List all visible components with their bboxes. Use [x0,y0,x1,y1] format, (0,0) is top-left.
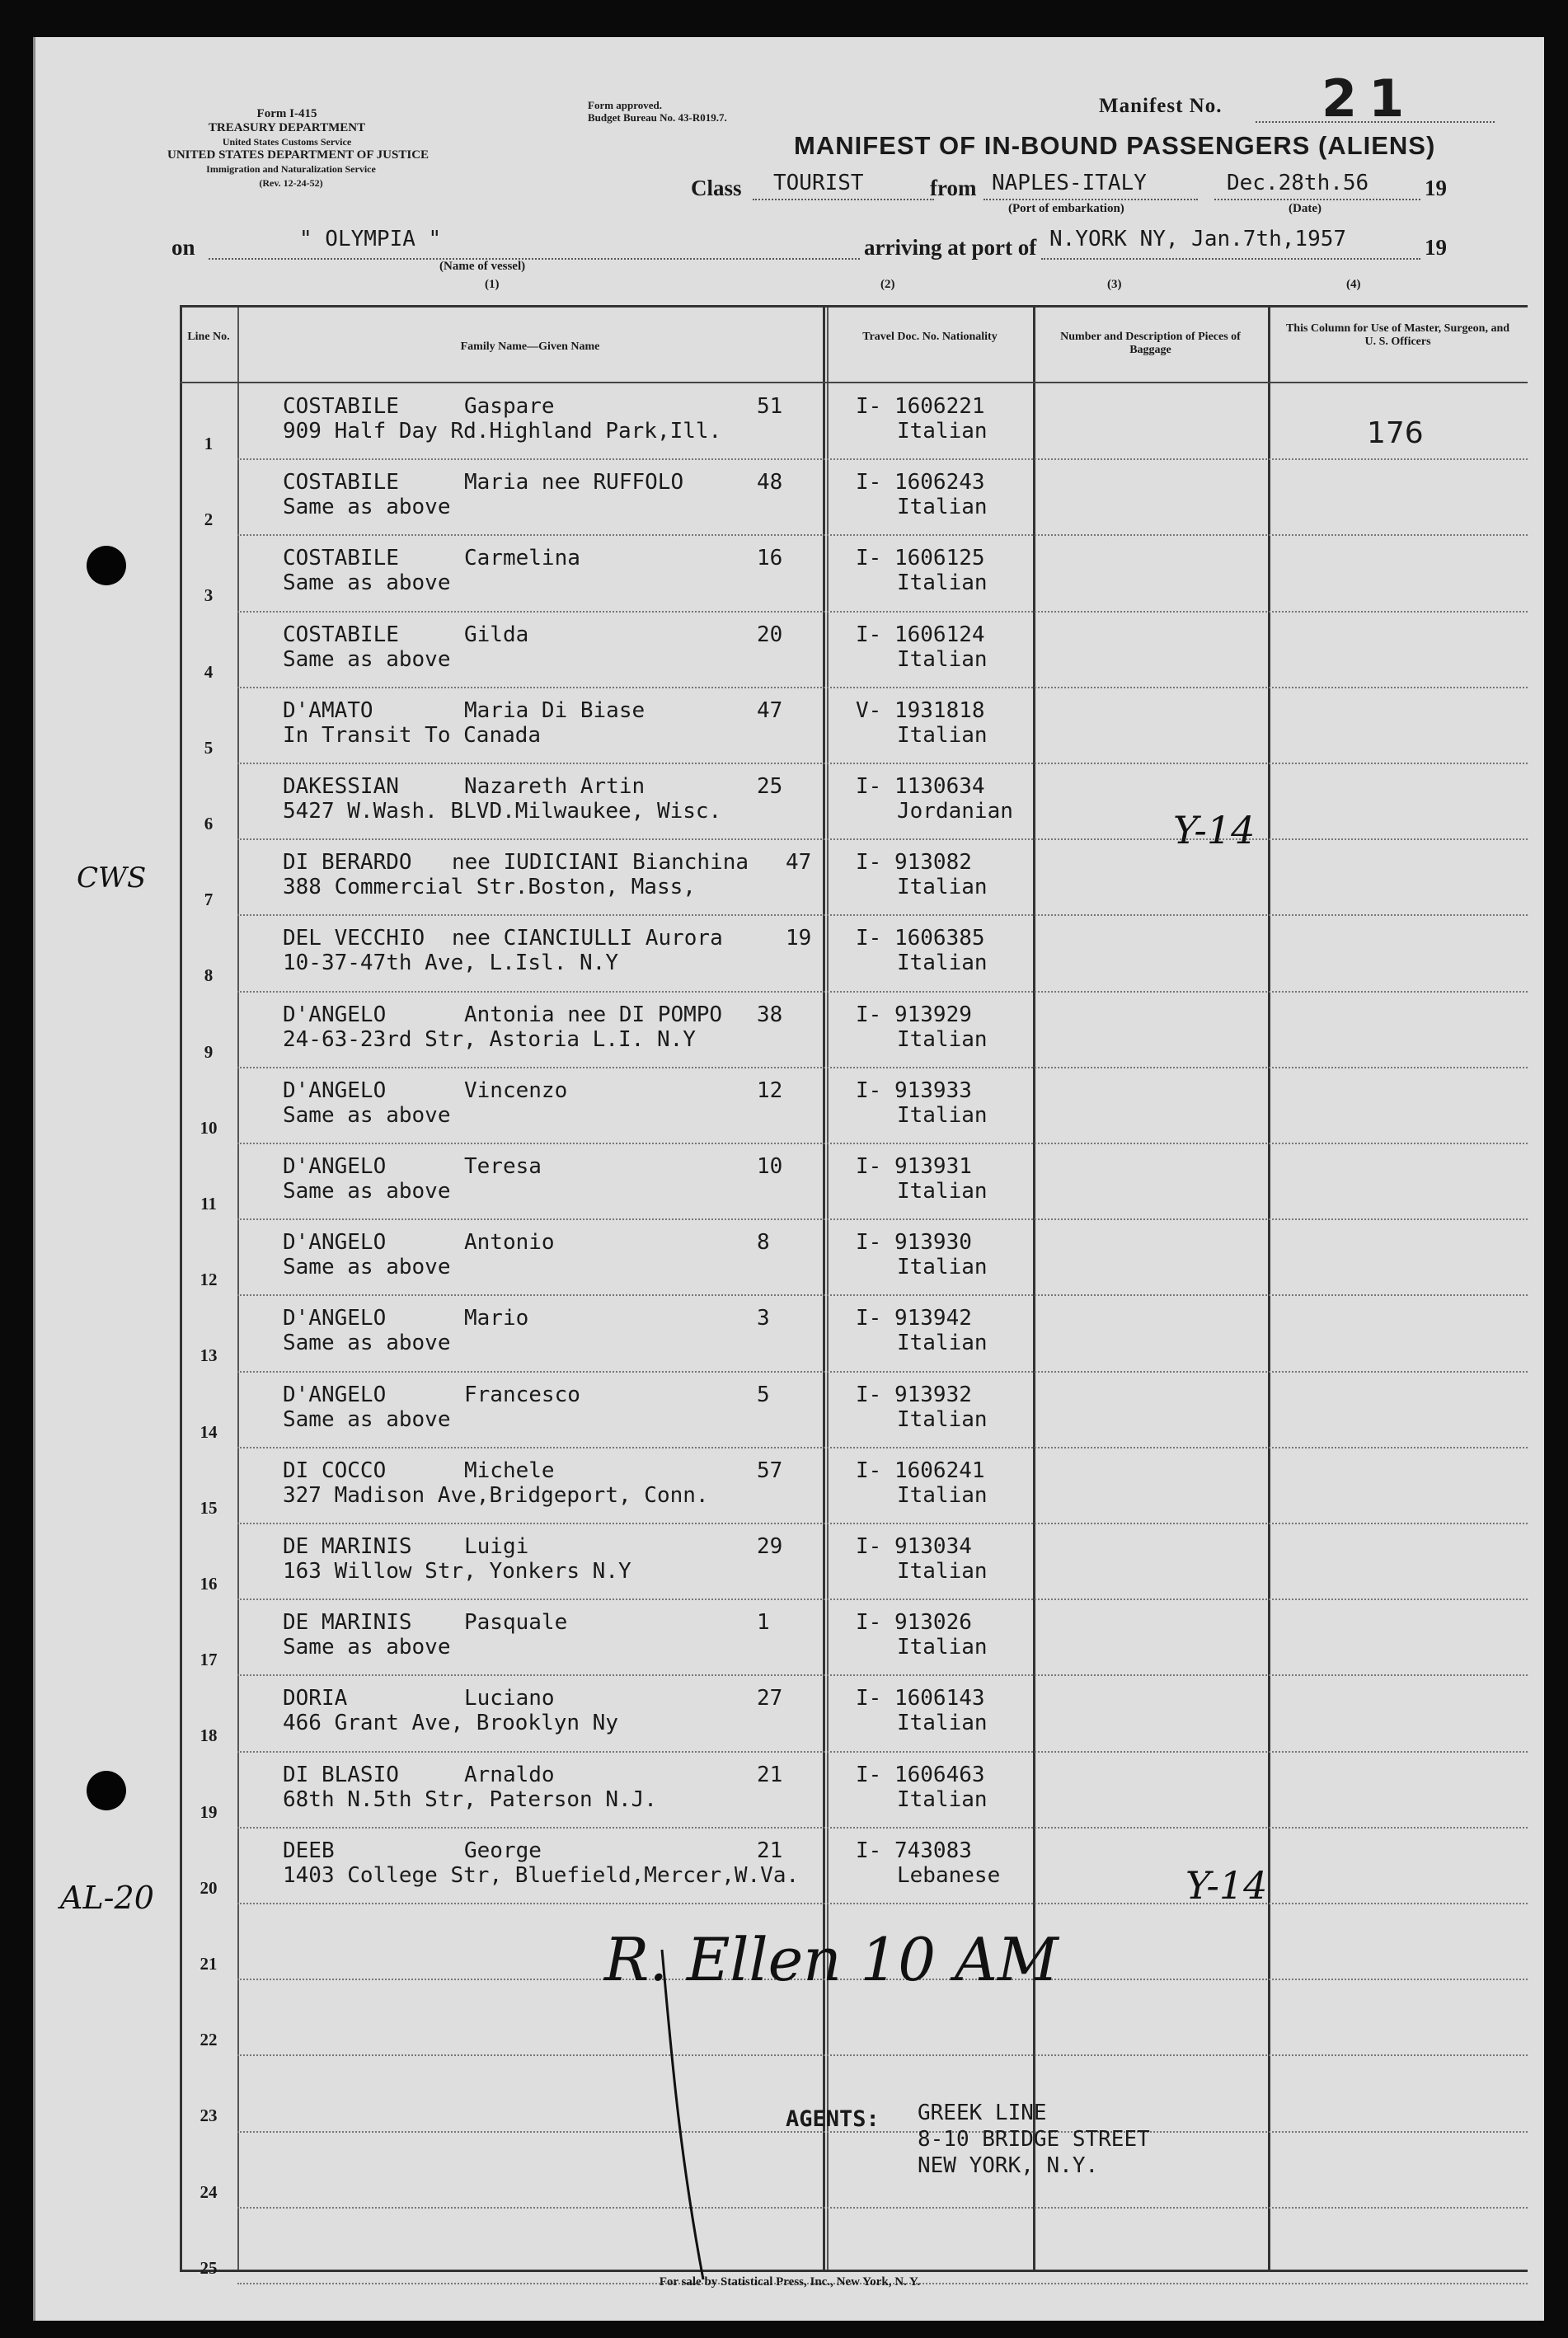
address: 163 Willow Str, Yonkers N.Y [283,1559,631,1584]
class-label: Class [691,176,742,200]
travel-doc-number: V- 1931818 [856,697,985,723]
date-value: Dec.28th.56 [1227,171,1369,195]
age: 20 [757,622,783,647]
address: 327 Madison Ave,Bridgeport, Conn. [283,1482,709,1508]
nationality: Jordanian [897,799,1013,824]
address: In Transit To Canada [283,722,542,748]
given-name: Vincenzo [464,1077,568,1103]
row-divider [237,1523,1528,1524]
line-number: 16 [200,1574,218,1594]
family-name: D'ANGELO [283,1077,387,1103]
family-name: DI BLASIO [283,1762,399,1787]
nationality: Italian [897,1406,988,1432]
travel-doc-number: I- 913931 [856,1154,972,1179]
budget-bureau: Budget Bureau No. 43-R019.7. [588,111,727,124]
travel-doc-number: I- 913942 [856,1306,972,1331]
nationality: Italian [897,1635,988,1660]
vessel-line [209,258,860,260]
family-name: DAKESSIAN [283,774,399,799]
header-baggage: Number and Description of Pieces of Baggage [1060,331,1241,356]
given-name: nee CIANCIULLI Aurora [452,926,723,951]
given-name: nee IUDICIANI Bianchina [452,850,749,876]
vessel-name: " OLYMPIA " [299,227,442,251]
agents-label: AGENTS: [786,2106,880,2132]
travel-doc-number: I- 1606385 [856,926,985,951]
margin-note-cws: CWS [77,861,147,894]
header-name: Family Name—Given Name [460,340,600,353]
from-label: from [930,176,977,200]
family-name: COSTABILE [283,470,399,495]
doj-label: UNITED STATES DEPARTMENT OF JUSTICE [167,148,430,162]
line-number: 6 [204,814,214,833]
nationality: Italian [897,1711,988,1736]
address: Same as above [283,1406,451,1432]
line-number: 19 [200,1801,218,1822]
age: 5 [757,1382,770,1407]
agents-line-1: GREEK LINE [918,2101,1047,2125]
family-name: DE MARINIS [283,1534,412,1559]
age: 29 [757,1534,783,1559]
family-name: D'ANGELO [283,1154,387,1179]
given-name: Gilda [464,622,529,647]
travel-doc-number: I- 1606125 [856,546,985,571]
date-year-prefix: 19 [1425,176,1447,200]
line-number: 12 [200,1270,218,1290]
row-divider [237,1751,1528,1753]
line-number: 1 [204,434,214,453]
punch-hole [87,1771,126,1810]
address: Same as above [283,1179,451,1204]
nationality: Italian [897,1786,988,1812]
family-name: D'ANGELO [283,1002,387,1027]
given-name: Gaspare [464,394,555,419]
family-name: COSTABILE [283,622,399,647]
header-line-no: Line No. [187,331,230,343]
date-line [1214,199,1420,200]
age: 3 [757,1306,770,1331]
age: 10 [757,1154,783,1179]
given-name: Antonia nee DI POMPO [464,1002,723,1027]
form-header-left [159,107,415,149]
family-name: DEL VECCHIO [283,926,425,951]
given-name: Pasquale [464,1610,568,1636]
travel-doc-number: I- 743083 [856,1838,972,1863]
baggage-mark: Y-14 [1173,808,1256,852]
nationality: Lebanese [897,1862,1001,1888]
col-divider [1268,308,1270,2270]
travel-doc-number: I- 1606124 [856,622,985,647]
customs-service: United States Customs Service [222,136,352,148]
line-number: 24 [200,2181,218,2202]
travel-doc-number: I- 913929 [856,1002,972,1027]
family-name: DE MARINIS [283,1610,412,1636]
row-divider [237,1827,1528,1829]
given-name: Maria Di Biase [464,697,646,723]
row-divider [237,534,1528,536]
rev-label: (Rev. 12-24-52) [259,177,323,189]
age: 47 [757,697,783,723]
vessel-caption: (Name of vessel) [439,260,526,273]
address: 24-63-23rd Str, Astoria L.I. N.Y [283,1026,696,1052]
class-line [753,199,934,200]
given-name: Arnaldo [464,1762,555,1787]
line-number: 21 [200,1954,218,1974]
given-name: George [464,1838,542,1863]
manifest-sheet [33,37,1544,2321]
address: Same as above [283,1635,451,1660]
family-name: DEEB [283,1838,335,1863]
form-approved: Form approved. [588,99,663,111]
row-divider [237,1674,1528,1676]
row-divider [237,687,1528,688]
family-name: COSTABILE [283,546,399,571]
given-name: Teresa [464,1154,542,1179]
col-divider [237,308,239,2270]
nationality: Italian [897,1026,988,1052]
manifest-no-line [1256,121,1495,123]
travel-doc-number: I- 1606243 [856,470,985,495]
nationality: Italian [897,570,988,596]
row-divider [237,991,1528,993]
given-name: Nazareth Artin [464,774,646,799]
address: 68th N.5th Str, Paterson N.J. [283,1786,657,1812]
agents-line-3: NEW YORK, N.Y. [918,2153,1099,2178]
line-number: 7 [204,890,214,910]
nationality: Italian [897,1179,988,1204]
family-name: DORIA [283,1686,348,1711]
family-name: D'ANGELO [283,1382,387,1407]
age: 21 [757,1838,783,1863]
address: Same as above [283,646,451,672]
address: Same as above [283,495,451,520]
age: 1 [757,1610,770,1636]
line-number: 23 [200,2106,218,2126]
travel-doc-number: I- 1606241 [856,1458,985,1483]
address: 909 Half Day Rd.Highland Park,Ill. [283,419,722,444]
address: Same as above [283,570,451,596]
row-divider [237,458,1528,460]
age: 8 [757,1230,770,1256]
doj-header [167,148,430,190]
treasury-department: TREASURY DEPARTMENT [208,121,366,134]
address: 388 Commercial Str.Boston, Mass, [283,875,696,900]
agents-line-2: 8-10 BRIDGE STREET [918,2127,1150,2152]
row-divider [237,1599,1528,1600]
address: Same as above [283,1331,451,1356]
from-line [984,199,1198,200]
line-number: 9 [204,1041,214,1062]
travel-doc-number: I- 1130634 [856,774,985,799]
form-approved-block [588,99,727,124]
on-label: on [171,235,195,260]
nationality: Italian [897,1102,988,1128]
address: Same as above [283,1102,451,1128]
class-value: TOURIST [773,171,864,195]
age: 47 [786,850,812,876]
travel-doc-number: I- 1606143 [856,1686,985,1711]
line-number: 3 [204,585,214,606]
age: 57 [757,1458,783,1483]
age: 25 [757,774,783,799]
age: 19 [786,926,812,951]
line-number: 22 [200,2030,218,2050]
travel-doc-number: I- 1606221 [856,394,985,419]
nationality: Italian [897,875,988,900]
given-name: Luigi [464,1534,529,1559]
given-name: Maria nee RUFFOLO [464,470,684,495]
age: 21 [757,1762,783,1787]
line-number: 17 [200,1650,218,1670]
column-number-1: (1) [485,278,500,291]
given-name: Carmelina [464,546,580,571]
line-number: 20 [200,1877,218,1898]
header-officers: This Column for Use of Master, Surgeon, and U. S. Officers [1285,322,1510,348]
margin-note-al: AL-20 [60,1880,154,1916]
line-number: 15 [200,1497,218,1518]
address: Same as above [283,1255,451,1280]
from-caption: (Port of embarkation) [1008,202,1124,215]
age: 48 [757,470,783,495]
manifest-no-label: Manifest No. [1099,95,1223,117]
baggage-mark: Y-14 [1185,1863,1268,1908]
arriving-value: N.YORK NY, Jan.7th,1957 [1049,227,1347,251]
line-number: 25 [200,2257,218,2278]
line-number: 4 [204,661,214,682]
arriving-label: arriving at port of [864,235,1037,260]
officer-count: 176 [1367,416,1424,450]
date-caption: (Date) [1289,202,1322,215]
address: 466 Grant Ave, Brooklyn Ny [283,1711,618,1736]
from-value: NAPLES-ITALY [992,171,1147,195]
line-number: 13 [200,1345,218,1366]
nationality: Italian [897,495,988,520]
column-number-2: (2) [880,278,895,291]
row-divider [237,1903,1528,1904]
family-name: D'AMATO [283,697,373,723]
row-divider [237,1067,1528,1068]
arriving-line [1041,258,1420,260]
address: 10-37-47th Ave, L.Isl. N.Y [283,951,618,976]
travel-doc-number: I- 913930 [856,1230,972,1256]
travel-doc-number: I- 913026 [856,1610,972,1636]
nationality: Italian [897,1331,988,1356]
manifest-number: 21 [1322,68,1416,129]
given-name: Mario [464,1306,529,1331]
given-name: Francesco [464,1382,580,1407]
nationality: Italian [897,646,988,672]
nationality: Italian [897,1255,988,1280]
given-name: Antonio [464,1230,555,1256]
family-name: COSTABILE [283,394,399,419]
row-divider [237,2054,1528,2056]
line-number: 14 [200,1421,218,1442]
travel-doc-number: I- 913933 [856,1077,972,1103]
travel-doc-number: I- 913932 [856,1382,972,1407]
given-name: Luciano [464,1686,555,1711]
age: 51 [757,394,783,419]
nationality: Italian [897,1559,988,1584]
address: 5427 W.Wash. BLVD.Milwaukee, Wisc. [283,799,722,824]
nationality: Italian [897,722,988,748]
age: 38 [757,1002,783,1027]
line-number: 2 [204,509,214,530]
age: 12 [757,1077,783,1103]
header-travel-doc: Travel Doc. No. Nationality [862,331,998,343]
family-name: D'ANGELO [283,1230,387,1256]
row-divider [237,611,1528,613]
column-number-4: (4) [1346,278,1361,291]
line-number: 10 [200,1117,218,1138]
signature: R. Ellen 10 AM [604,1925,1059,1994]
row-divider [237,914,1528,916]
family-name: DI BERARDO [283,850,412,876]
row-divider [237,838,1528,840]
line-number: 18 [200,1725,218,1746]
nationality: Italian [897,1482,988,1508]
arriving-year: 19 [1425,235,1447,260]
given-name: Michele [464,1458,555,1483]
line-number: 11 [200,1194,217,1214]
ins-label: Immigration and Naturalization Service [206,163,376,175]
row-divider [237,1371,1528,1373]
row-divider [237,1294,1528,1296]
age: 16 [757,546,783,571]
punch-hole [87,546,126,585]
line-number: 5 [204,737,214,758]
nationality: Italian [897,419,988,444]
form-number: Form I-415 [256,107,317,120]
family-name: DI COCCO [283,1458,387,1483]
family-name: D'ANGELO [283,1306,387,1331]
travel-doc-number: I- 913082 [856,850,972,876]
nationality: Italian [897,951,988,976]
footer-printer: For sale by Statistical Press, Inc., New York, N. Y. [659,2275,921,2289]
age: 27 [757,1686,783,1711]
row-divider [237,1447,1528,1448]
line-number: 8 [204,965,214,986]
column-number-3: (3) [1107,278,1122,291]
row-divider [237,1143,1528,1144]
row-divider [237,763,1528,764]
row-divider [237,2131,1528,2133]
row-divider [237,2207,1528,2209]
travel-doc-number: I- 913034 [856,1534,972,1559]
row-divider [237,1218,1528,1220]
travel-doc-number: I- 1606463 [856,1762,985,1787]
address: 1403 College Str, Bluefield,Mercer,W.Va. [283,1862,800,1888]
page-title: MANIFEST OF IN-BOUND PASSENGERS (ALIENS) [794,131,1436,160]
